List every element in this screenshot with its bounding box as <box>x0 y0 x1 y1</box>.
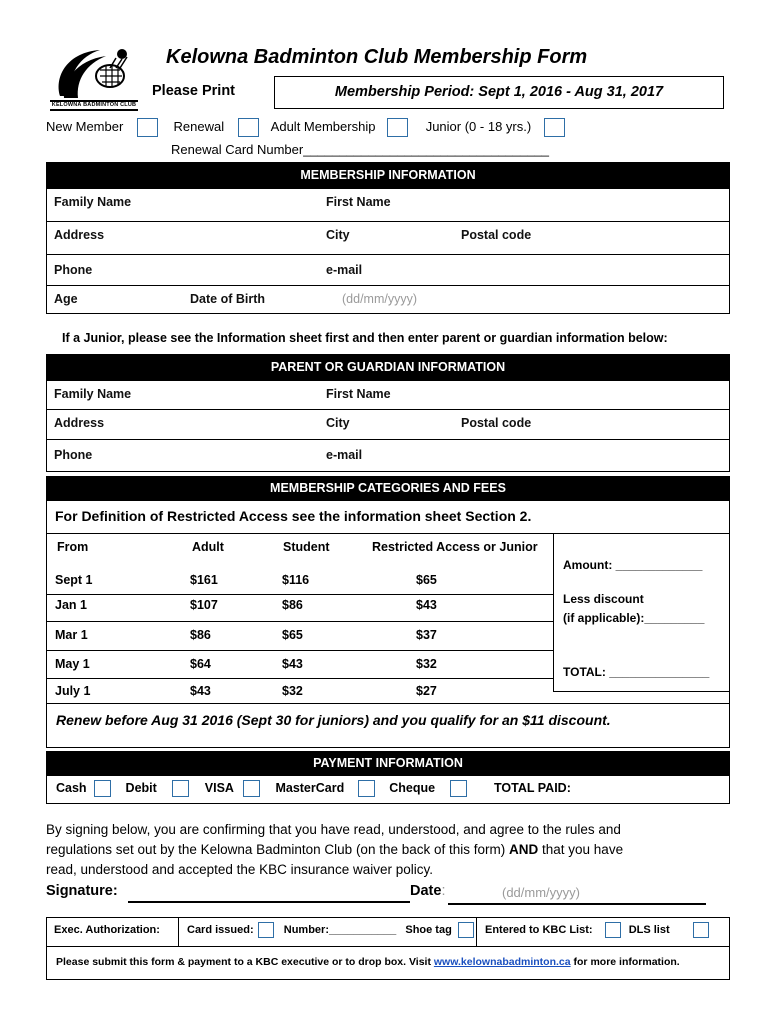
renew-discount-note: Renew before Aug 31 2016 (Sept 30 for juniors) and you qualify for an $11 discount. <box>56 712 611 728</box>
member-email-field[interactable]: e-mail <box>326 263 363 277</box>
junior-note: If a Junior, please see the Information sheet first and then enter parent or guardian information below: <box>62 331 668 345</box>
guardian-email-field[interactable]: e-mail <box>326 448 363 462</box>
date-label: Date <box>410 883 442 899</box>
card-issued-label: Card issued: <box>187 923 254 936</box>
signature-field[interactable] <box>128 901 410 903</box>
debit-label: Debit <box>125 780 157 795</box>
member-address-field[interactable]: Address <box>54 228 105 242</box>
member-first-name-field[interactable]: First Name <box>326 195 391 209</box>
renewal-label: Renewal <box>173 118 225 134</box>
total-field[interactable]: TOTAL: _______________ <box>563 665 710 679</box>
fees-col-adult: Adult <box>192 540 224 554</box>
signature-label: Signature: <box>46 883 118 899</box>
less-discount-label: Less discount <box>563 592 644 606</box>
agreement-text <box>46 820 623 880</box>
membership-period-box <box>274 76 724 109</box>
shuttlecock-logo-icon <box>50 46 138 104</box>
amount-field[interactable]: Amount: _____________ <box>563 558 703 572</box>
fees-row-july-junior: $27 <box>416 684 437 698</box>
shoe-tag-checkbox[interactable] <box>458 922 474 938</box>
junior-checkbox[interactable] <box>544 118 565 137</box>
cheque-label: Cheque <box>389 780 436 795</box>
fees-col-restricted: Restricted Access or Junior <box>372 540 538 554</box>
agreement-line-2-start: regulations set out by the Kelowna Badminton Club (on the back of this form) <box>46 842 510 857</box>
fees-row-mar-adult: $86 <box>190 628 211 642</box>
office-card-row <box>187 922 474 938</box>
form-title: Kelowna Badminton Club Membership Form <box>166 46 588 68</box>
fees-row-july-from: July 1 <box>55 684 91 698</box>
fees-row-may-from: May 1 <box>55 657 90 671</box>
date-field[interactable]: (dd/mm/yyyy) <box>502 885 580 900</box>
agreement-line-1: By signing below, you are confirming that you have read, understood, and agree to the rules and <box>46 822 621 837</box>
adult-membership-label: Adult Membership <box>270 118 376 134</box>
guardian-address-field[interactable]: Address <box>54 416 105 430</box>
adult-membership-checkbox[interactable] <box>387 118 408 137</box>
member-type-row <box>46 118 565 138</box>
fees-row-sept-junior: $65 <box>416 573 437 587</box>
date-label-wrap <box>410 883 445 899</box>
guardian-phone-field[interactable]: Phone <box>54 448 93 462</box>
membership-period: Membership Period: Sept 1, 2016 - Aug 31, 2017 <box>334 84 664 100</box>
fees-row-jan-from: Jan 1 <box>55 598 87 612</box>
date-underline <box>448 903 706 905</box>
member-dob-field[interactable]: (dd/mm/yyyy) <box>342 292 417 306</box>
fees-row-mar-student: $65 <box>282 628 303 642</box>
submit-note-start: Please submit this form & payment to a KBC executive or to drop box. Visit <box>56 956 434 968</box>
submit-note-end: for more information. <box>570 956 680 968</box>
exec-authorization-field[interactable]: Exec. Authorization: <box>54 924 160 936</box>
fees-row-july-student: $32 <box>282 684 303 698</box>
fees-row-mar-from: Mar 1 <box>55 628 88 642</box>
fees-header: MEMBERSHIP CATEGORIES AND FEES <box>46 476 730 500</box>
fees-row-sept-from: Sept 1 <box>55 573 93 587</box>
please-print: Please Print <box>152 83 236 99</box>
dls-list-checkbox[interactable] <box>693 922 709 938</box>
junior-label: Junior (0 - 18 yrs.) <box>425 118 532 134</box>
visa-label: VISA <box>204 780 234 795</box>
total-paid-field[interactable]: TOTAL PAID: <box>494 780 571 795</box>
website-link[interactable]: www.kelownabadminton.ca <box>433 956 571 968</box>
fees-row-sept-student: $116 <box>282 573 310 587</box>
member-postal-code-field[interactable]: Postal code <box>461 228 532 242</box>
debit-checkbox[interactable] <box>172 780 189 797</box>
mastercard-checkbox[interactable] <box>358 780 375 797</box>
member-dob-label: Date of Birth <box>190 292 265 306</box>
fees-col-student: Student <box>283 540 330 554</box>
agreement-line-3: read, understood and accepted the KBC insurance waiver policy. <box>46 862 433 877</box>
mastercard-label: MasterCard <box>275 780 345 795</box>
renewal-card-number-field[interactable]: Renewal Card Number__________________________________ <box>171 142 550 157</box>
fees-row-sept-adult: $161 <box>190 573 218 587</box>
submit-note <box>56 956 680 968</box>
restricted-access-note: For Definition of Restricted Access see the information sheet Section 2. <box>55 508 532 524</box>
card-number-field[interactable]: Number:___________ <box>283 923 397 936</box>
fees-row-may-student: $43 <box>282 657 303 671</box>
fees-row-jan-student: $86 <box>282 598 303 612</box>
member-age-field[interactable]: Age <box>54 292 78 306</box>
guardian-info-header: PARENT OR GUARDIAN INFORMATION <box>46 354 730 380</box>
discount-field[interactable]: (if applicable):_________ <box>563 611 705 625</box>
new-member-checkbox[interactable] <box>137 118 158 137</box>
entered-kbc-label: Entered to KBC List: <box>485 923 593 936</box>
guardian-city-field[interactable]: City <box>326 416 350 430</box>
logo-caption: KELOWNA BADMINTON CLUB <box>50 100 138 111</box>
agreement-line-2 <box>46 840 623 860</box>
member-family-name-field[interactable]: Family Name <box>54 195 132 209</box>
guardian-first-name-field[interactable]: First Name <box>326 387 391 401</box>
cash-label: Cash <box>56 780 87 795</box>
fees-row-may-adult: $64 <box>190 657 211 671</box>
member-phone-field[interactable]: Phone <box>54 263 93 277</box>
date-colon: : <box>441 883 446 899</box>
entered-kbc-checkbox[interactable] <box>605 922 621 938</box>
payment-options-row <box>56 780 571 797</box>
new-member-label: New Member <box>46 118 124 134</box>
office-list-row <box>485 922 709 938</box>
fees-col-from: From <box>57 540 89 554</box>
agreement-line-2-end: that you have <box>538 842 624 857</box>
visa-checkbox[interactable] <box>243 780 260 797</box>
club-logo <box>50 46 138 112</box>
guardian-family-name-field[interactable]: Family Name <box>54 387 132 401</box>
membership-info-header: MEMBERSHIP INFORMATION <box>46 162 730 188</box>
card-issued-checkbox[interactable] <box>258 922 274 938</box>
fees-row-july-adult: $43 <box>190 684 211 698</box>
shoe-tag-label: Shoe tag <box>405 923 452 936</box>
dls-list-label: DLS list <box>628 923 670 936</box>
fees-row-mar-junior: $37 <box>416 628 437 642</box>
renewal-checkbox[interactable] <box>238 118 259 137</box>
payment-header: PAYMENT INFORMATION <box>46 751 730 775</box>
fees-row-jan-adult: $107 <box>190 598 218 612</box>
cheque-checkbox[interactable] <box>450 780 467 797</box>
agreement-and: AND <box>509 842 539 857</box>
cash-checkbox[interactable] <box>94 780 111 797</box>
fees-row-may-junior: $32 <box>416 657 437 671</box>
guardian-postal-code-field[interactable]: Postal code <box>461 416 532 430</box>
member-city-field[interactable]: City <box>326 228 350 242</box>
fees-row-jan-junior: $43 <box>416 598 437 612</box>
